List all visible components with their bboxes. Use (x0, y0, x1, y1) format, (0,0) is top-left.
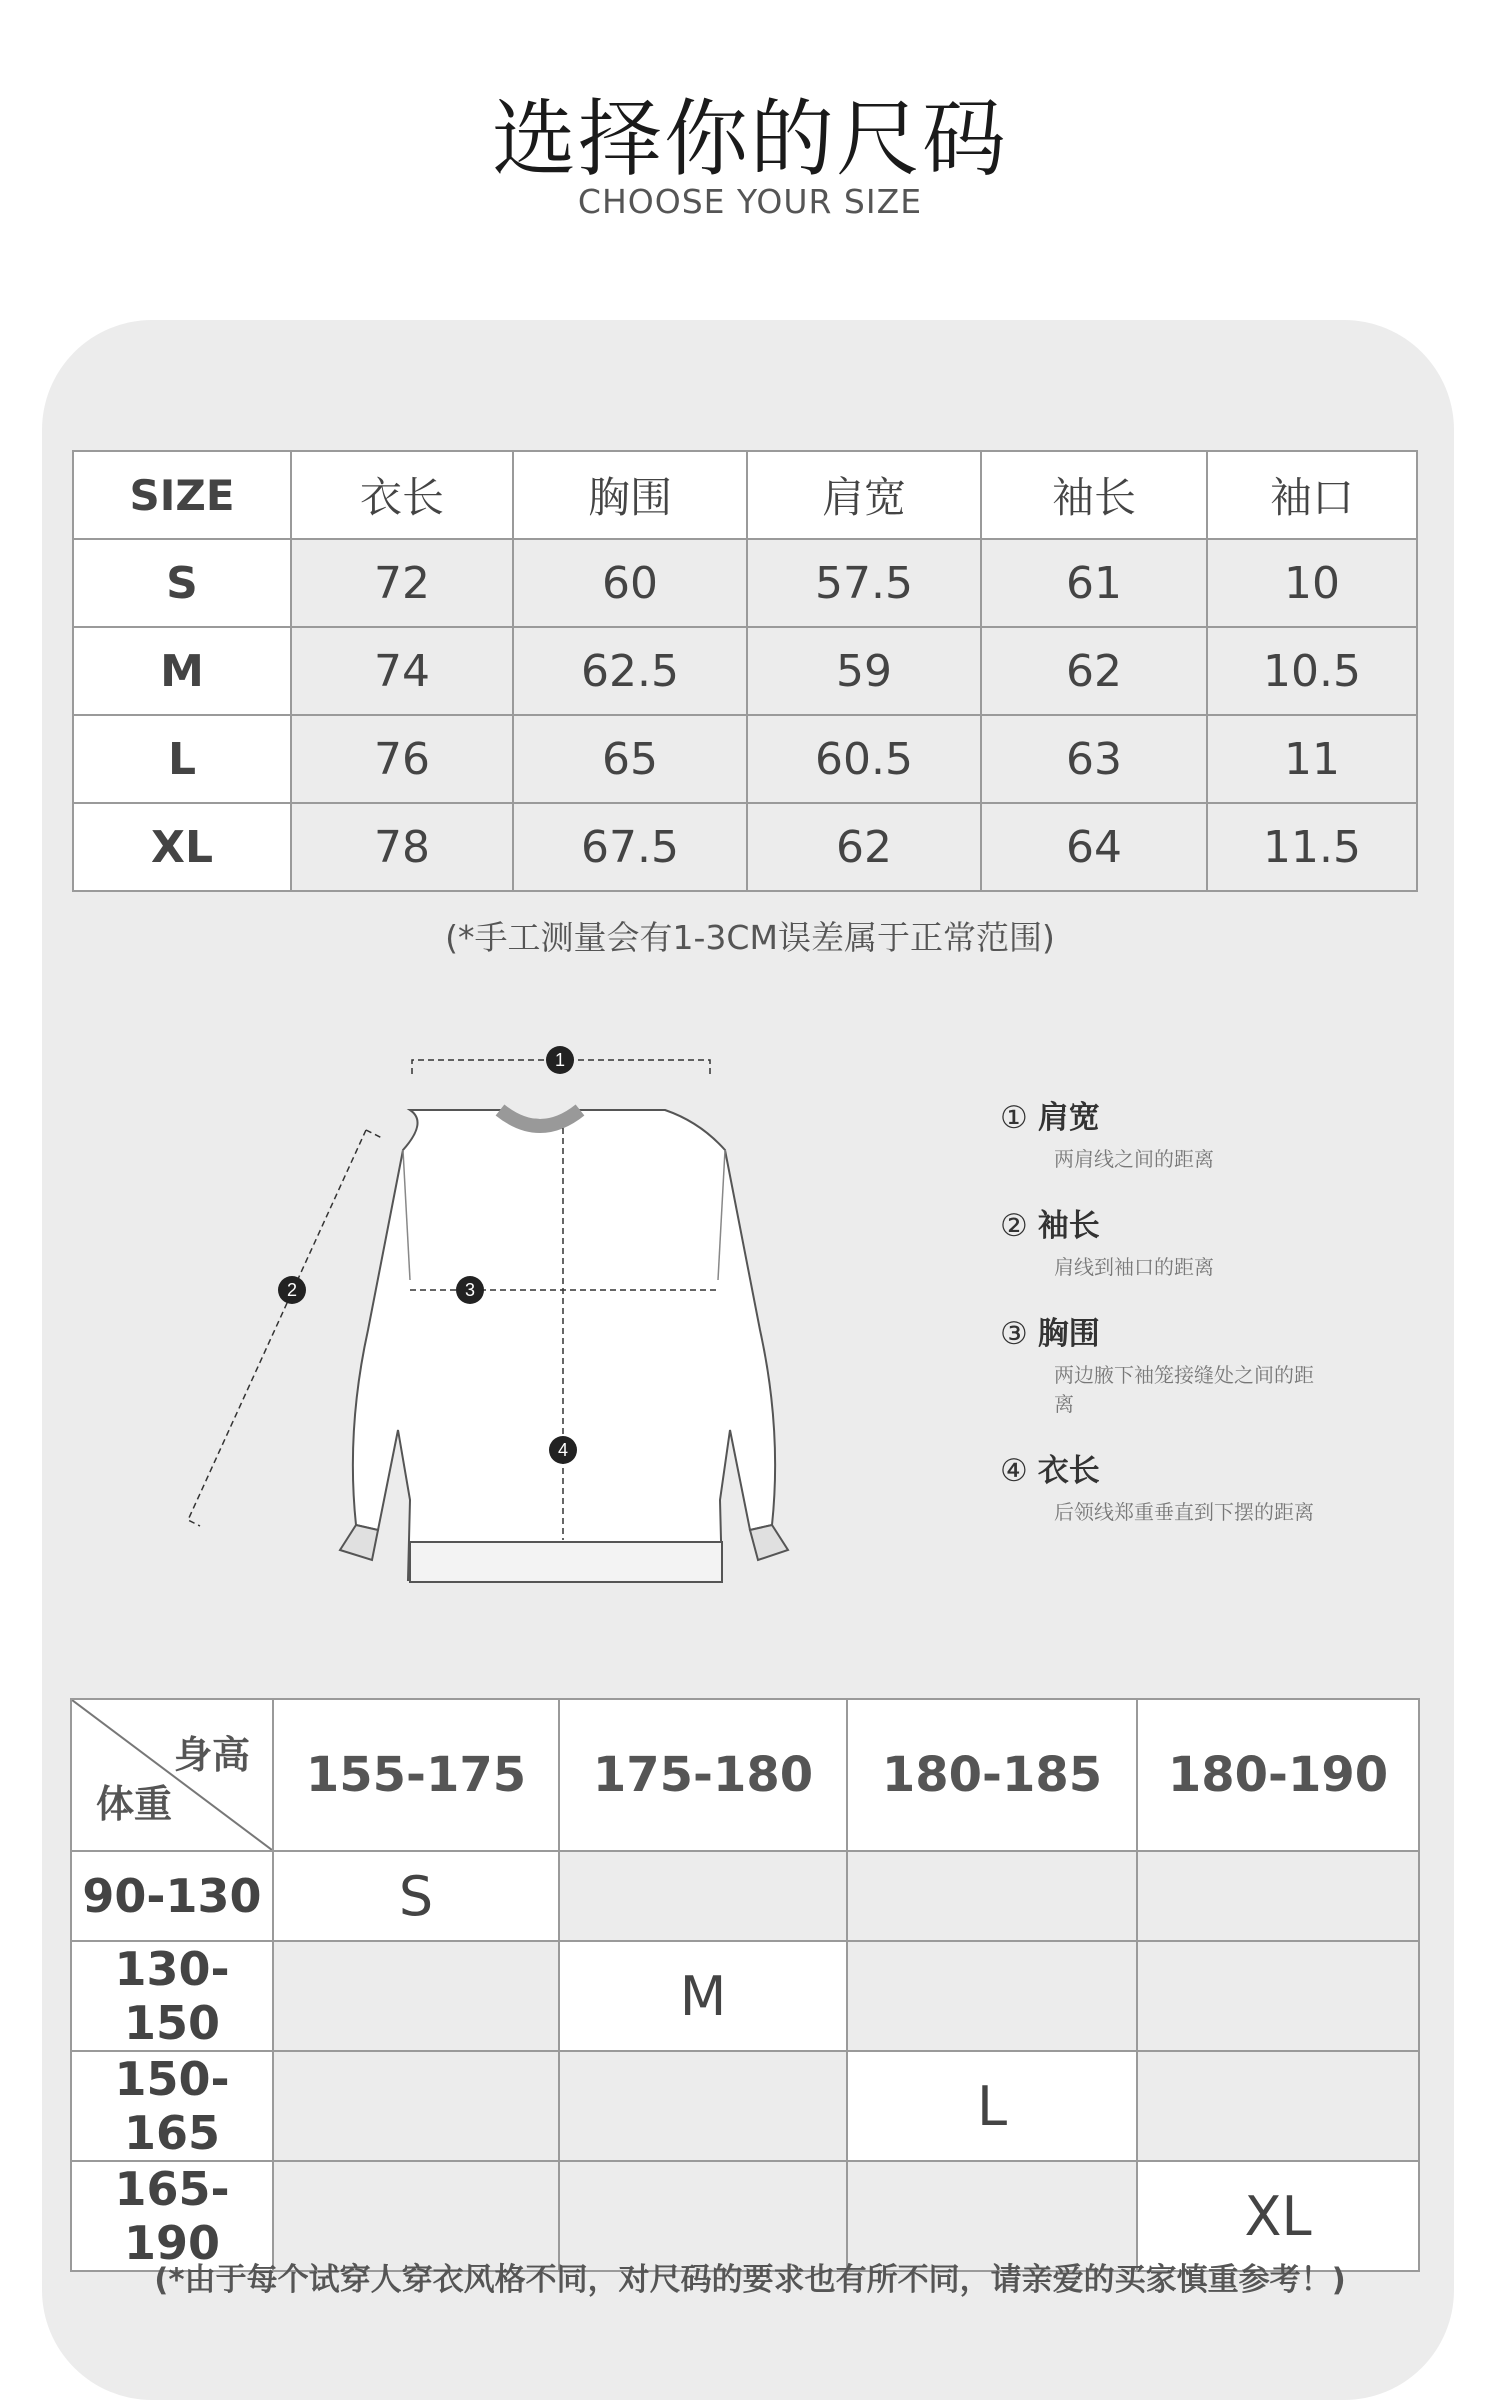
fit-disclaimer: (*由于每个试穿人穿衣风格不同，对尺码的要求也有所不同，请亲爱的买家慎重参考！) (154, 2262, 1346, 2298)
size-cell: 61 (981, 539, 1207, 627)
rec-row (71, 2051, 1419, 2161)
legend-desc: 两肩线之间的距离 (1054, 1147, 1214, 1171)
marker-2 (278, 1276, 306, 1304)
corner-height-label: 身高 (173, 1733, 250, 1777)
legend-number: ① (1000, 1100, 1028, 1136)
size-cell: 72 (291, 539, 513, 627)
sweater-diagram (170, 1030, 890, 1600)
sweater-cuff-right (750, 1525, 788, 1560)
size-cell: 76 (291, 715, 513, 803)
size-cell: 78 (291, 803, 513, 891)
marker-3 (456, 1276, 484, 1304)
rec-cell (1137, 1851, 1419, 1941)
rec-cell: M (559, 1941, 847, 2051)
legend-desc: 两边腋下袖笼接缝处之间的距离 (1054, 1363, 1314, 1416)
legend-title: 袖长 (1037, 1208, 1100, 1244)
sweater-hem (410, 1542, 722, 1582)
size-cell: 64 (981, 803, 1207, 891)
weight-label: 150-165 (71, 2051, 273, 2161)
rec-cell: L (847, 2051, 1137, 2161)
header-shoulder: 肩宽 (747, 451, 981, 539)
header-sleeve: 袖长 (981, 451, 1207, 539)
sweater-collar (500, 1110, 580, 1126)
size-label: M (73, 627, 291, 715)
corner-cell (71, 1699, 273, 1851)
height-header: 180-185 (847, 1699, 1137, 1851)
svg-text:1: 1 (554, 1050, 566, 1070)
header-cuff: 袖口 (1207, 451, 1417, 539)
page-subtitle: CHOOSE YOUR SIZE (577, 182, 923, 221)
size-cell: 10 (1207, 539, 1417, 627)
size-label: S (73, 539, 291, 627)
legend-item-length (1000, 1445, 1330, 1527)
size-recommendation-table (70, 1698, 1420, 2272)
weight-label: 165-190 (71, 2161, 273, 2271)
height-header: 155-175 (273, 1699, 559, 1851)
legend-desc: 肩线到袖口的距离 (1054, 1255, 1214, 1279)
size-row-m (73, 627, 1417, 715)
height-header: 180-190 (1137, 1699, 1419, 1851)
rec-cell (273, 1941, 559, 2051)
rec-row (71, 1851, 1419, 1941)
legend-item-chest (1000, 1308, 1330, 1419)
size-cell: 10.5 (1207, 627, 1417, 715)
legend-number: ② (1000, 1208, 1028, 1244)
legend-title: 肩宽 (1037, 1100, 1100, 1136)
measurement-note: (*手工测量会有1-3CM误差属于正常范围) (445, 918, 1055, 957)
size-row-s (73, 539, 1417, 627)
header-size: SIZE (73, 451, 291, 539)
size-cell: 60 (513, 539, 747, 627)
legend-number: ④ (1000, 1453, 1028, 1489)
size-cell: 63 (981, 715, 1207, 803)
corner-weight-label: 体重 (96, 1782, 173, 1826)
size-cell: 60.5 (747, 715, 981, 803)
marker-4 (549, 1436, 577, 1464)
header-chest: 胸围 (513, 451, 747, 539)
page-title: 选择你的尺码 (491, 90, 1008, 188)
legend-title: 衣长 (1037, 1453, 1100, 1489)
rec-cell (559, 1851, 847, 1941)
size-table-header (73, 451, 1417, 539)
rec-row (71, 1941, 1419, 2051)
legend-desc: 后领线郑重垂直到下摆的距离 (1054, 1500, 1314, 1524)
size-cell: 67.5 (513, 803, 747, 891)
rec-cell (1137, 2051, 1419, 2161)
rec-cell (847, 1851, 1137, 1941)
height-header: 175-180 (559, 1699, 847, 1851)
rec-cell (273, 2051, 559, 2161)
legend-number: ③ (1000, 1316, 1028, 1352)
rec-table-header (71, 1699, 1419, 1851)
size-cell: 11 (1207, 715, 1417, 803)
header-length: 衣长 (291, 451, 513, 539)
rec-cell (1137, 1941, 1419, 2051)
size-cell: 62 (981, 627, 1207, 715)
size-cell: 11.5 (1207, 803, 1417, 891)
weight-label: 90-130 (71, 1851, 273, 1941)
weight-label: 130-150 (71, 1941, 273, 2051)
size-cell: 74 (291, 627, 513, 715)
rec-cell (847, 1941, 1137, 2051)
size-cell: 59 (747, 627, 981, 715)
size-cell: 57.5 (747, 539, 981, 627)
sweater-cuff-left (340, 1525, 378, 1560)
svg-text:2: 2 (286, 1280, 298, 1300)
size-cell: 62.5 (513, 627, 747, 715)
sweater-body (353, 1110, 775, 1580)
rec-cell: S (273, 1851, 559, 1941)
legend-item-shoulder (1000, 1092, 1330, 1174)
size-label: XL (73, 803, 291, 891)
size-row-l (73, 715, 1417, 803)
measurement-legend (1000, 1092, 1330, 1553)
size-cell: 62 (747, 803, 981, 891)
rec-cell (559, 2051, 847, 2161)
legend-title: 胸围 (1037, 1316, 1100, 1352)
size-label: L (73, 715, 291, 803)
size-chart-table (72, 450, 1418, 892)
legend-item-sleeve (1000, 1200, 1330, 1282)
svg-text:3: 3 (464, 1280, 476, 1300)
rec-cell: XL (1137, 2161, 1419, 2271)
marker-1 (546, 1046, 574, 1074)
svg-text:4: 4 (557, 1440, 569, 1460)
size-row-xl (73, 803, 1417, 891)
size-cell: 65 (513, 715, 747, 803)
